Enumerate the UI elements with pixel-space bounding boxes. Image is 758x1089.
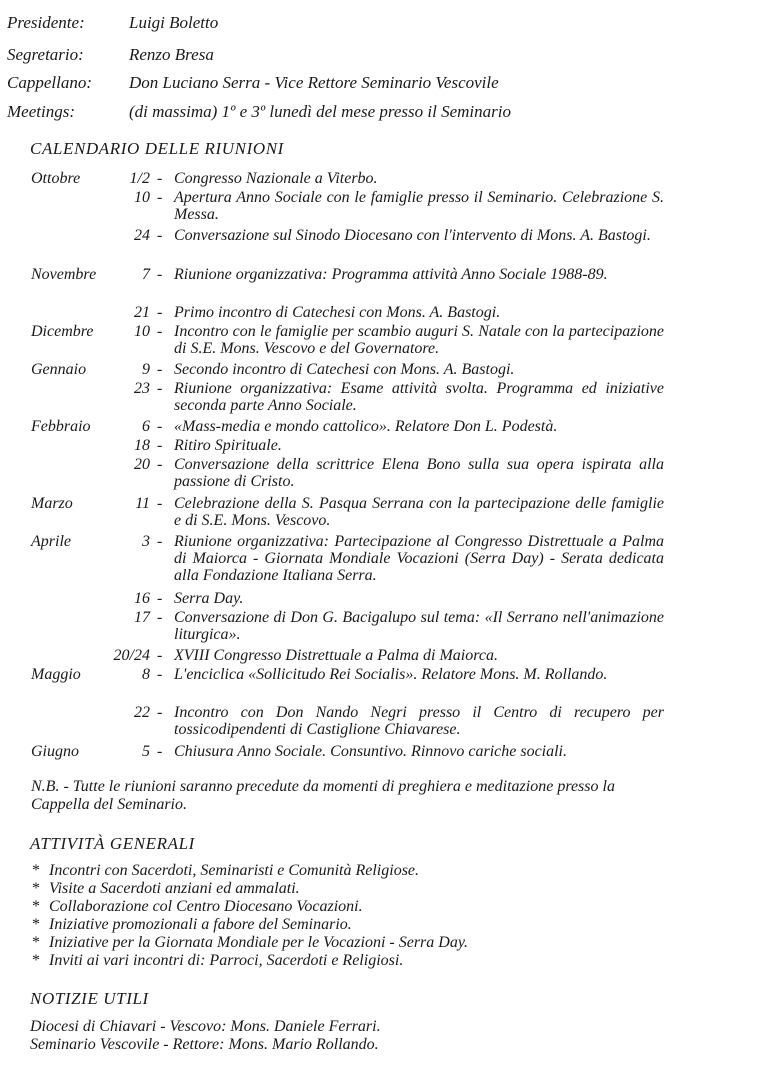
attivita-item-text: Inviti ai vari incontri di: Parroci, Sacerdoti e Religiosi.: [49, 952, 404, 969]
entry-day: 8: [142, 666, 150, 683]
entry-dash: -: [157, 743, 163, 760]
entry-day: 16: [134, 590, 150, 607]
entry-month: Dicembre: [31, 323, 94, 340]
entry-text: Ritiro Spirituale.: [174, 437, 282, 454]
entry-dash: -: [157, 456, 163, 473]
entry-dash: -: [157, 704, 163, 721]
entry-dash: -: [157, 437, 163, 454]
header-value: Luigi Boletto: [129, 13, 219, 32]
entry-text: Incontro con Don Nando Negri presso il Centro di recupero per tossicodipendenti di Castiglione Chiavarese.: [174, 704, 664, 738]
entry-month: Maggio: [31, 666, 81, 683]
entry-day: 3: [142, 533, 150, 550]
attivita-item: [32, 952, 403, 969]
entry-month: Febbraio: [31, 418, 91, 435]
entry-day: 20/24: [113, 647, 150, 664]
entry-text: Serra Day.: [174, 590, 244, 607]
entry-dash: -: [157, 361, 163, 378]
entry-day: 17: [134, 609, 150, 626]
entry-dash: -: [157, 418, 163, 435]
entry-dash: -: [157, 533, 163, 550]
notizie-line: Diocesi di Chiavari - Vescovo: Mons. Daniele Ferrari.: [30, 1018, 381, 1035]
entry-day: 7: [142, 266, 150, 283]
entry-dash: -: [157, 266, 163, 283]
entry-day: 6: [142, 418, 150, 435]
attivita-item: [32, 916, 352, 933]
entry-day: 9: [142, 361, 150, 378]
bullet-star: *: [32, 916, 40, 933]
entry-day: 5: [142, 743, 150, 760]
entry-text: Conversazione della scrittrice Elena Bono sulla sua opera ispirata alla passione di Cristo.: [174, 456, 664, 490]
entry-text: Riunione organizzativa: Esame attività svolta. Programma ed iniziative seconda parte Anno Sociale.: [174, 380, 664, 414]
header-value: (di massima) 1º e 3º lunedì del mese presso il Seminario: [129, 102, 511, 121]
entry-dash: -: [157, 647, 163, 664]
entry-day: 22: [134, 704, 150, 721]
header-value: Don Luciano Serra - Vice Rettore Seminario Vescovile: [129, 73, 499, 92]
entry-text: Conversazione sul Sinodo Diocesano con l'intervento di Mons. A. Bastogi.: [174, 227, 651, 244]
entry-dash: -: [157, 323, 163, 340]
entry-dash: -: [157, 189, 163, 206]
entry-day: 23: [134, 380, 150, 397]
calendar-title: CALENDARIO DELLE RIUNIONI: [30, 139, 284, 158]
attivita-item: [32, 862, 419, 879]
entry-day: 10: [134, 323, 150, 340]
entry-dash: -: [157, 304, 163, 321]
entry-dash: -: [157, 495, 163, 512]
entry-text: Riunione organizzativa: Programma attività Anno Sociale 1988-89.: [174, 266, 608, 283]
entry-dash: -: [157, 170, 163, 187]
note-text: Tutte le riunioni saranno precedute da momenti di preghiera e meditazione presso la Cappella del Seminario.: [31, 778, 615, 813]
attivita-item: [32, 898, 363, 915]
entry-month: Marzo: [31, 495, 73, 512]
attivita-title: ATTIVITÀ GENERALI: [30, 834, 195, 853]
attivita-item-text: Iniziative promozionali a fabore del Seminario.: [49, 916, 352, 933]
entry-text: Primo incontro di Catechesi con Mons. A. Bastogi.: [174, 304, 501, 321]
bullet-star: *: [32, 952, 40, 969]
bullet-star: *: [32, 934, 40, 951]
entry-text: Conversazione di Don G. Bacigalupo sul tema: «Il Serrano nell'animazione liturgica».: [174, 609, 664, 643]
entry-month: Gennaio: [31, 361, 87, 378]
entry-day: 18: [134, 437, 150, 454]
bullet-star: *: [32, 862, 40, 879]
bullet-star: *: [32, 898, 40, 915]
header-label: Segretario:: [7, 45, 84, 64]
notizie-title: NOTIZIE UTILI: [30, 989, 149, 1008]
entry-dash: -: [157, 609, 163, 626]
entry-day: 1/2: [129, 170, 150, 187]
entry-dash: -: [157, 666, 163, 683]
attivita-item: [32, 880, 300, 897]
notizie-line: Seminario Vescovile - Rettore: Mons. Mario Rollando.: [30, 1036, 379, 1053]
header-label: Cappellano:: [7, 73, 92, 92]
entry-day: 20: [134, 456, 150, 473]
entry-dash: -: [157, 590, 163, 607]
entry-month: Novembre: [31, 266, 97, 283]
attivita-item: [32, 934, 468, 951]
entry-text: Congresso Nazionale a Viterbo.: [174, 170, 378, 187]
entry-text: L'enciclica «Sollicitudo Rei Socialis». Relatore Mons. M. Rollando.: [174, 666, 608, 683]
entry-month: Ottobre: [31, 170, 81, 187]
header-label: Presidente:: [7, 13, 85, 32]
entry-month: Aprile: [31, 533, 71, 550]
entry-dash: -: [157, 380, 163, 397]
entry-text: XVIII Congresso Distrettuale a Palma di Maiorca.: [174, 647, 498, 664]
attivita-item-text: Iniziative per la Giornata Mondiale per le Vocazioni - Serra Day.: [49, 934, 469, 951]
entry-text: Incontro con le famiglie per scambio auguri S. Natale con la partecipazione di S.E. Mons. Vescovo e del Governatore.: [174, 323, 664, 357]
entry-text: «Mass-media e mondo cattolico». Relatore Don L. Podestà.: [174, 418, 558, 435]
note-label: N.B. -: [31, 778, 69, 795]
entry-day: 10: [134, 189, 150, 206]
entry-text: Secondo incontro di Catechesi con Mons. A. Bastogi.: [174, 361, 515, 378]
entry-month: Giugno: [31, 743, 79, 760]
entry-day: 24: [134, 227, 150, 244]
attivita-item-text: Visite a Sacerdoti anziani ed ammalati.: [49, 880, 300, 897]
entry-dash: -: [157, 227, 163, 244]
entry-text: Riunione organizzativa: Partecipazione al Congresso Distrettuale a Palma di Maiorca - Giornata Mondiale Vocazioni (Serra Day) - Serata dedicata alla Fondazione Italiana Serra.: [174, 533, 664, 584]
attivita-item-text: Collaborazione col Centro Diocesano Vocazioni.: [49, 898, 363, 915]
entry-day: 21: [134, 304, 150, 321]
attivita-item-text: Incontri con Sacerdoti, Seminaristi e Comunità Religiose.: [49, 862, 420, 879]
note-paragraph: [31, 778, 667, 814]
entry-text: Celebrazione della S. Pasqua Serrana con la partecipazione delle famiglie e di S.E. Mons. Vescovo.: [174, 495, 664, 529]
entry-day: 11: [135, 495, 150, 512]
entry-text: Chiusura Anno Sociale. Consuntivo. Rinnovo cariche sociali.: [174, 743, 567, 760]
header-label: Meetings:: [7, 102, 75, 121]
header-value: Renzo Bresa: [129, 45, 214, 64]
entry-text: Apertura Anno Sociale con le famiglie presso il Seminario. Celebrazione S. Messa.: [174, 189, 664, 223]
bullet-star: *: [32, 880, 40, 897]
